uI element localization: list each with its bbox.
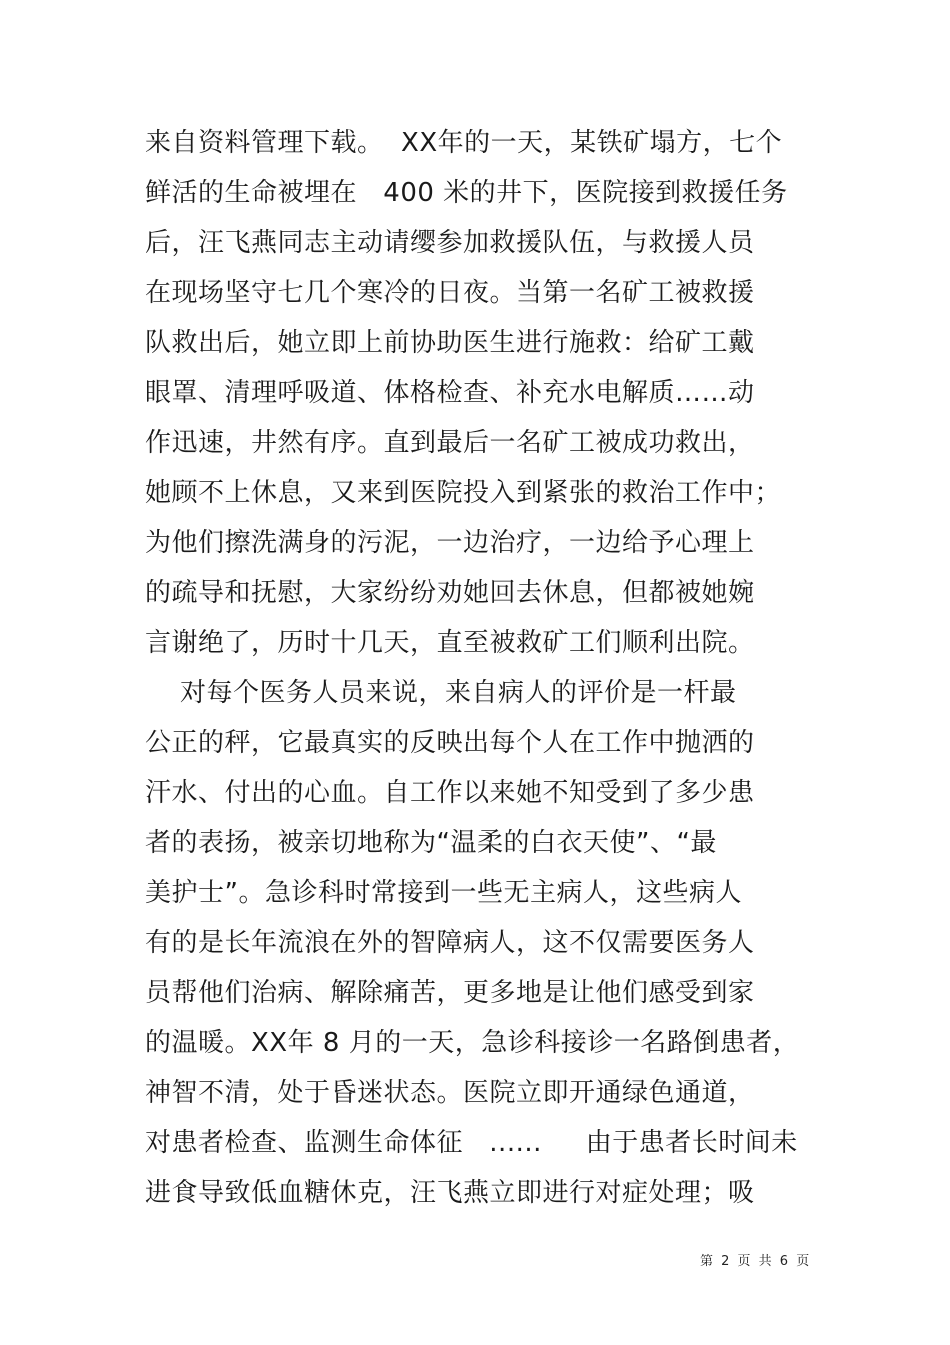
text-line: 的疏导和抚慰，大家纷纷劝她回去休息，但都被她婉 — [145, 578, 755, 608]
text-line: 队救出后，她立即上前协助医生进行施救：给矿工戴 — [145, 328, 755, 358]
text-line: 对每个医务人员来说，来自病人的评价是一杆最 — [145, 678, 737, 708]
text-line: 为他们擦洗满身的污泥，一边治疗，一边给予心理上 — [145, 528, 755, 558]
text-line: 美护士”。急诊科时常接到一些无主病人，这些病人 — [145, 878, 742, 908]
text-line: 后，汪飞燕同志主动请缨参加救援队伍，与救援人员 — [145, 228, 755, 258]
text-line: 的温暖。XX年 8 月的一天，急诊科接诊一名路倒患者， — [145, 1028, 800, 1058]
text-line: 言谢绝了，历时十几天，直至被救矿工们顺利出院。 — [145, 628, 755, 658]
text-line: 鲜活的生命被埋在 400 米的井下，医院接到救援任务 — [145, 178, 788, 208]
text-line: 有的是长年流浪在外的智障病人，这不仅需要医务人 — [145, 928, 755, 958]
text-line: 公正的秤，它最真实的反映出每个人在工作中抛洒的 — [145, 728, 755, 758]
text-line: 汗水、付出的心血。自工作以来她不知受到了多少患 — [145, 778, 755, 808]
text-line: 眼罩、清理呼吸道、体格检查、补充水电解质……动 — [145, 378, 755, 408]
text-line: 员帮他们治病、解除痛苦，更多地是让他们感受到家 — [145, 978, 755, 1008]
text-line: 她顾不上休息，又来到医院投入到紧张的救治工作中； — [145, 478, 782, 508]
text-line: 神智不清，处于昏迷状态。医院立即开通绿色通道， — [145, 1078, 755, 1108]
text-line: 来自资料管理下载。 XX年的一天，某铁矿塌方，七个 — [145, 128, 783, 158]
page-number-footer: 第 2 页 共 6 页 — [700, 1254, 812, 1269]
text-line: 者的表扬，被亲切地称为“温柔的白衣天使”、“最 — [145, 828, 717, 858]
text-line: 对患者检查、监测生命体征 ...... 由于患者长时间未 — [145, 1128, 798, 1158]
text-line: 作迅速，井然有序。直到最后一名矿工被成功救出， — [145, 428, 755, 458]
text-line: 进食导致低血糖休克，汪飞燕立即进行对症处理；吸 — [145, 1178, 755, 1208]
text-line: 在现场坚守七几个寒冷的日夜。当第一名矿工被救援 — [145, 278, 755, 308]
